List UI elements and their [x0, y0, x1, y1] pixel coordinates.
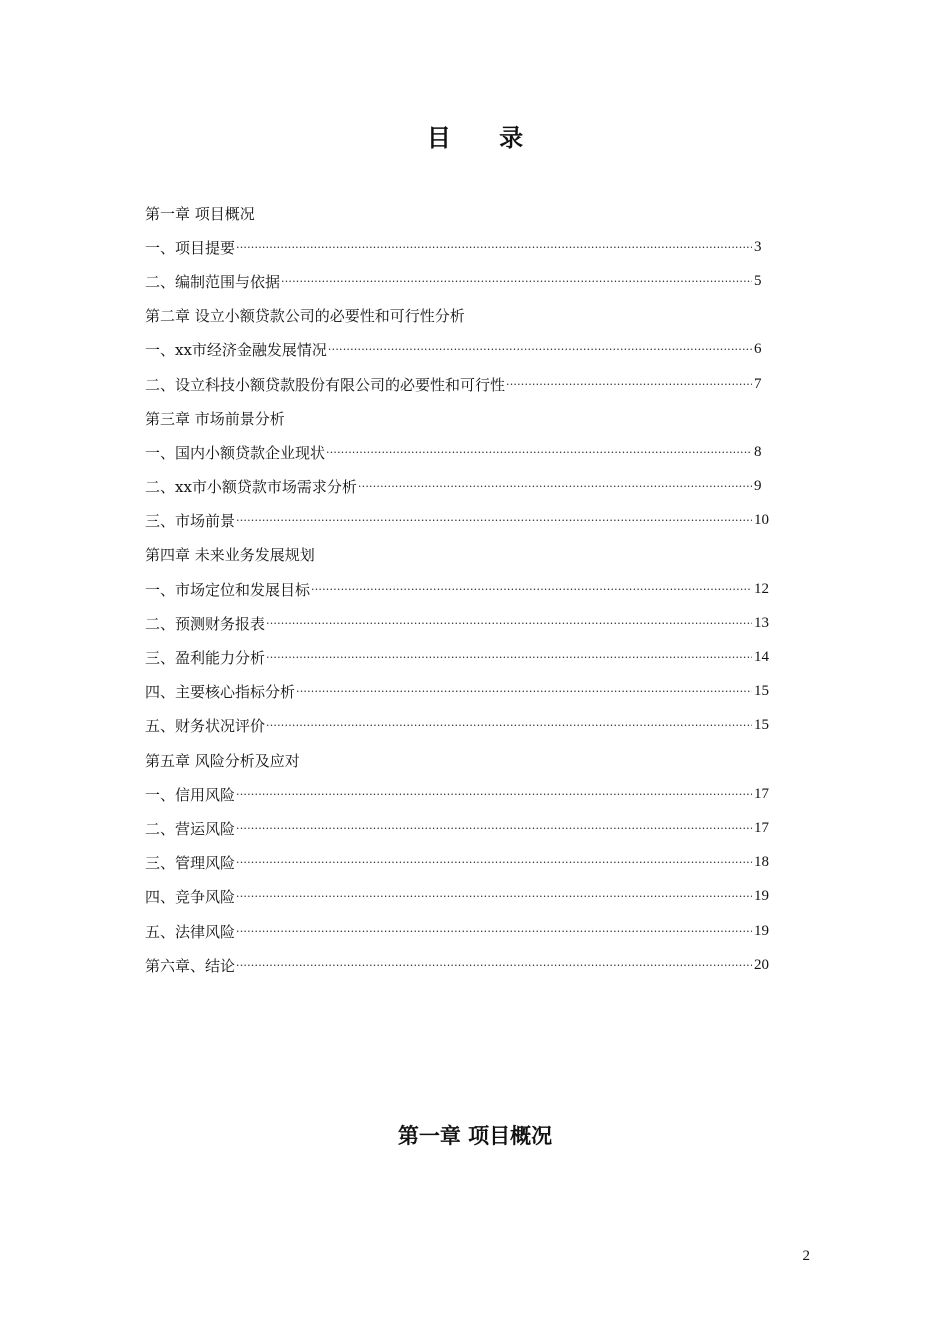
toc-dot-leader [236, 890, 752, 903]
toc-entry-label: 第六章、结论 [145, 956, 236, 975]
toc-dot-leader [236, 856, 752, 869]
toc-entry[interactable] [145, 572, 770, 606]
toc-page-number: 17 [754, 819, 769, 836]
toc-dot-leader [236, 514, 752, 527]
toc-chapter-3[interactable] [145, 401, 770, 435]
toc-page-number: 17 [754, 785, 769, 802]
toc-entry[interactable] [145, 777, 770, 811]
toc-entry[interactable] [145, 435, 770, 469]
page-number: 2 [802, 1248, 810, 1264]
toc-entry[interactable] [145, 367, 770, 401]
toc-page-number: 3 [754, 238, 762, 255]
toc-entry-label: 三、盈利能力分析 [145, 649, 266, 668]
toc-chapter-label: 第一章 项目概况 [145, 204, 255, 223]
toc-dot-leader [296, 685, 752, 698]
toc-entry[interactable] [145, 230, 770, 264]
toc-entry[interactable] [145, 811, 770, 845]
toc-entry-label: 一、国内小额贷款企业现状 [145, 443, 326, 462]
toc-entry[interactable] [145, 948, 770, 982]
toc-page-number: 13 [754, 614, 769, 631]
toc-dot-leader [236, 925, 752, 938]
toc-title: 目 录 [426, 123, 544, 152]
toc-page-number: 6 [754, 341, 762, 358]
toc-dot-leader [236, 822, 752, 835]
toc-entry[interactable] [145, 709, 770, 743]
toc-chapter-5[interactable] [145, 743, 770, 777]
toc-page-number: 7 [754, 375, 762, 392]
toc-dot-leader [358, 480, 752, 493]
toc-entry[interactable] [145, 880, 770, 914]
toc-page-number: 19 [754, 922, 769, 939]
toc-dot-leader [266, 617, 752, 630]
toc-chapter-2[interactable] [145, 299, 770, 333]
toc-entry-label: 二、编制范围与依据 [145, 272, 281, 291]
toc-entry-label: 二、设立科技小额贷款股份有限公司的必要性和可行性 [145, 375, 506, 394]
toc-entry-label: 三、市场前景 [145, 512, 236, 531]
toc-page-number: 15 [754, 683, 769, 700]
toc-dot-leader [326, 446, 752, 459]
toc-chapter-4[interactable] [145, 538, 770, 572]
toc-chapter-1[interactable] [145, 196, 770, 230]
toc-entry[interactable] [145, 504, 770, 538]
toc-chapter-label: 第二章 设立小额贷款公司的必要性和可行性分析 [145, 307, 465, 326]
toc-entry-label: 一、xx市经济金融发展情况 [145, 341, 327, 360]
toc-page-number: 20 [754, 956, 769, 973]
toc-dot-leader [506, 378, 752, 391]
toc-dot-leader [281, 275, 752, 288]
toc-page-number: 8 [754, 443, 762, 460]
toc-chapter-label: 第三章 市场前景分析 [145, 409, 285, 428]
toc-entry-label: 四、竞争风险 [145, 888, 236, 907]
toc-entry[interactable] [145, 264, 770, 298]
toc-entry-label: 五、法律风险 [145, 922, 236, 941]
toc-dot-leader [236, 959, 752, 972]
toc-page-number: 9 [754, 478, 762, 495]
toc-entry[interactable] [145, 640, 770, 674]
toc-dot-leader [266, 651, 752, 664]
toc-page-number: 12 [754, 580, 769, 597]
toc-dot-leader [236, 241, 752, 254]
toc-entry[interactable] [145, 846, 770, 880]
toc-page-number: 10 [754, 512, 769, 529]
toc-entry-label: 一、项目提要 [145, 238, 236, 257]
toc-page-number: 14 [754, 649, 769, 666]
chapter-heading: 第一章 项目概况 [397, 1124, 553, 1148]
toc-dot-leader [328, 343, 752, 356]
toc-entry-label: 二、预测财务报表 [145, 614, 266, 633]
toc-entry[interactable] [145, 675, 770, 709]
toc-entry[interactable] [145, 333, 770, 367]
toc-entry[interactable] [145, 470, 770, 504]
toc-entry[interactable] [145, 914, 770, 948]
table-of-contents [145, 196, 770, 982]
toc-entry-label: 三、管理风险 [145, 854, 236, 873]
toc-entry-label: 二、营运风险 [145, 819, 236, 838]
toc-page-number: 19 [754, 888, 769, 905]
toc-entry-label: 四、主要核心指标分析 [145, 683, 296, 702]
toc-dot-leader [266, 719, 752, 732]
toc-entry[interactable] [145, 606, 770, 640]
toc-chapter-label: 第四章 未来业务发展规划 [145, 546, 315, 565]
toc-dot-leader [236, 788, 752, 801]
toc-entry-label: 一、信用风险 [145, 785, 236, 804]
toc-entry-label: 五、财务状况评价 [145, 717, 266, 736]
toc-chapter-label: 第五章 风险分析及应对 [145, 751, 300, 770]
toc-page-number: 18 [754, 854, 769, 871]
toc-dot-leader [311, 583, 752, 596]
toc-entry-label: 一、市场定位和发展目标 [145, 580, 311, 599]
toc-page-number: 5 [754, 272, 762, 289]
toc-entry-label: 二、xx市小额贷款市场需求分析 [145, 478, 357, 497]
toc-page-number: 15 [754, 717, 769, 734]
